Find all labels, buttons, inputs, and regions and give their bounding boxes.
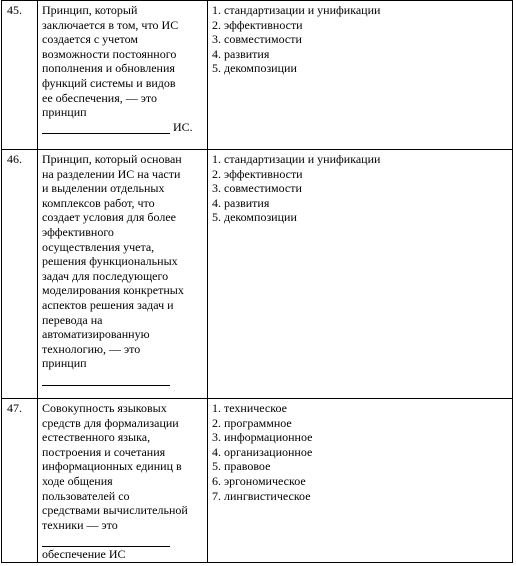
question-line: моделирования конкретных bbox=[42, 283, 184, 298]
question-text bbox=[38, 399, 208, 563]
question-line: аспектов решения задач и bbox=[42, 297, 174, 312]
question-line: пользователей со bbox=[42, 488, 130, 503]
option-item: 5. правовое bbox=[212, 459, 271, 474]
question-line: комплексов работ, что bbox=[42, 195, 155, 210]
question-line: эффективного bbox=[42, 224, 114, 239]
question-line: решения функциональных bbox=[42, 254, 178, 269]
option-item: 6. эргономическое bbox=[212, 473, 306, 488]
question-row bbox=[2, 150, 513, 399]
option-item: 4. развития bbox=[212, 195, 270, 210]
option-item: 3. информационное bbox=[212, 430, 313, 445]
option-item: 2. эффективности bbox=[212, 17, 303, 32]
answer-suffix: обеспечение ИС bbox=[42, 546, 126, 561]
question-line: построения и сочетания bbox=[42, 444, 166, 459]
question-line: возможности постоянного bbox=[42, 46, 177, 61]
question-line: перевода на bbox=[42, 312, 103, 327]
option-item: 3. совместимости bbox=[212, 32, 302, 47]
question-line: функций системы и видов bbox=[42, 75, 176, 90]
question-line: Принцип, который основан bbox=[42, 152, 182, 166]
question-number: 45. bbox=[2, 1, 38, 150]
question-row bbox=[2, 1, 513, 150]
option-item: 7. лингвистическое bbox=[212, 488, 311, 503]
answer-blank bbox=[42, 373, 170, 386]
answer-options bbox=[208, 150, 513, 399]
option-item: 5. декомпозиции bbox=[212, 210, 297, 225]
option-item: 4. развития bbox=[212, 46, 270, 61]
option-item: 3. совместимости bbox=[212, 181, 302, 196]
question-number: 47. bbox=[2, 399, 38, 563]
question-line: заключается в том, что ИС bbox=[42, 17, 179, 32]
question-text bbox=[38, 1, 208, 150]
answer-blank bbox=[42, 121, 170, 134]
question-line: ходе общения bbox=[42, 473, 113, 488]
option-item: 4. организационное bbox=[212, 444, 313, 459]
question-line: средств для формализации bbox=[42, 415, 179, 430]
option-item: 5. декомпозиции bbox=[212, 61, 297, 76]
option-item: 1. стандартизации и унификации bbox=[212, 3, 381, 17]
question-text bbox=[38, 150, 208, 399]
question-line: информационных единиц в bbox=[42, 459, 182, 474]
option-item: 1. стандартизации и унификации bbox=[212, 152, 381, 166]
question-line: средствами вычислительной bbox=[42, 503, 188, 518]
answer-line bbox=[42, 371, 203, 386]
question-line: естественного языка, bbox=[42, 430, 151, 445]
question-line: техники — это bbox=[42, 517, 118, 532]
answer-line bbox=[42, 120, 203, 135]
option-item: 1. техническое bbox=[212, 401, 287, 415]
question-row bbox=[2, 399, 513, 563]
question-line: осуществления учета, bbox=[42, 239, 155, 254]
option-item: 2. эффективности bbox=[212, 166, 303, 181]
question-line: и выделении отдельных bbox=[42, 181, 165, 196]
answer-suffix: ИС. bbox=[170, 119, 193, 134]
option-item: 2. программное bbox=[212, 415, 292, 430]
question-line: на разделении ИС на части bbox=[42, 166, 181, 181]
question-line: создает условия для более bbox=[42, 210, 176, 225]
question-line: создается с учетом bbox=[42, 32, 138, 47]
question-line: Принцип, который bbox=[42, 3, 138, 17]
answer-line bbox=[42, 532, 203, 547]
question-line: принцип bbox=[42, 356, 87, 371]
question-line: пополнения и обновления bbox=[42, 61, 175, 76]
answer-options bbox=[208, 399, 513, 563]
question-line: автоматизированную bbox=[42, 327, 150, 342]
question-line: технологию, — это bbox=[42, 341, 141, 356]
question-line: задач для последующего bbox=[42, 268, 169, 283]
questions-table bbox=[1, 0, 513, 563]
answer-blank bbox=[42, 534, 170, 547]
question-line: Совокупность языковых bbox=[42, 401, 167, 415]
question-line: принцип bbox=[42, 105, 87, 120]
question-number: 46. bbox=[2, 150, 38, 399]
question-line: ее обеспечения, — это bbox=[42, 90, 157, 105]
answer-options bbox=[208, 1, 513, 150]
